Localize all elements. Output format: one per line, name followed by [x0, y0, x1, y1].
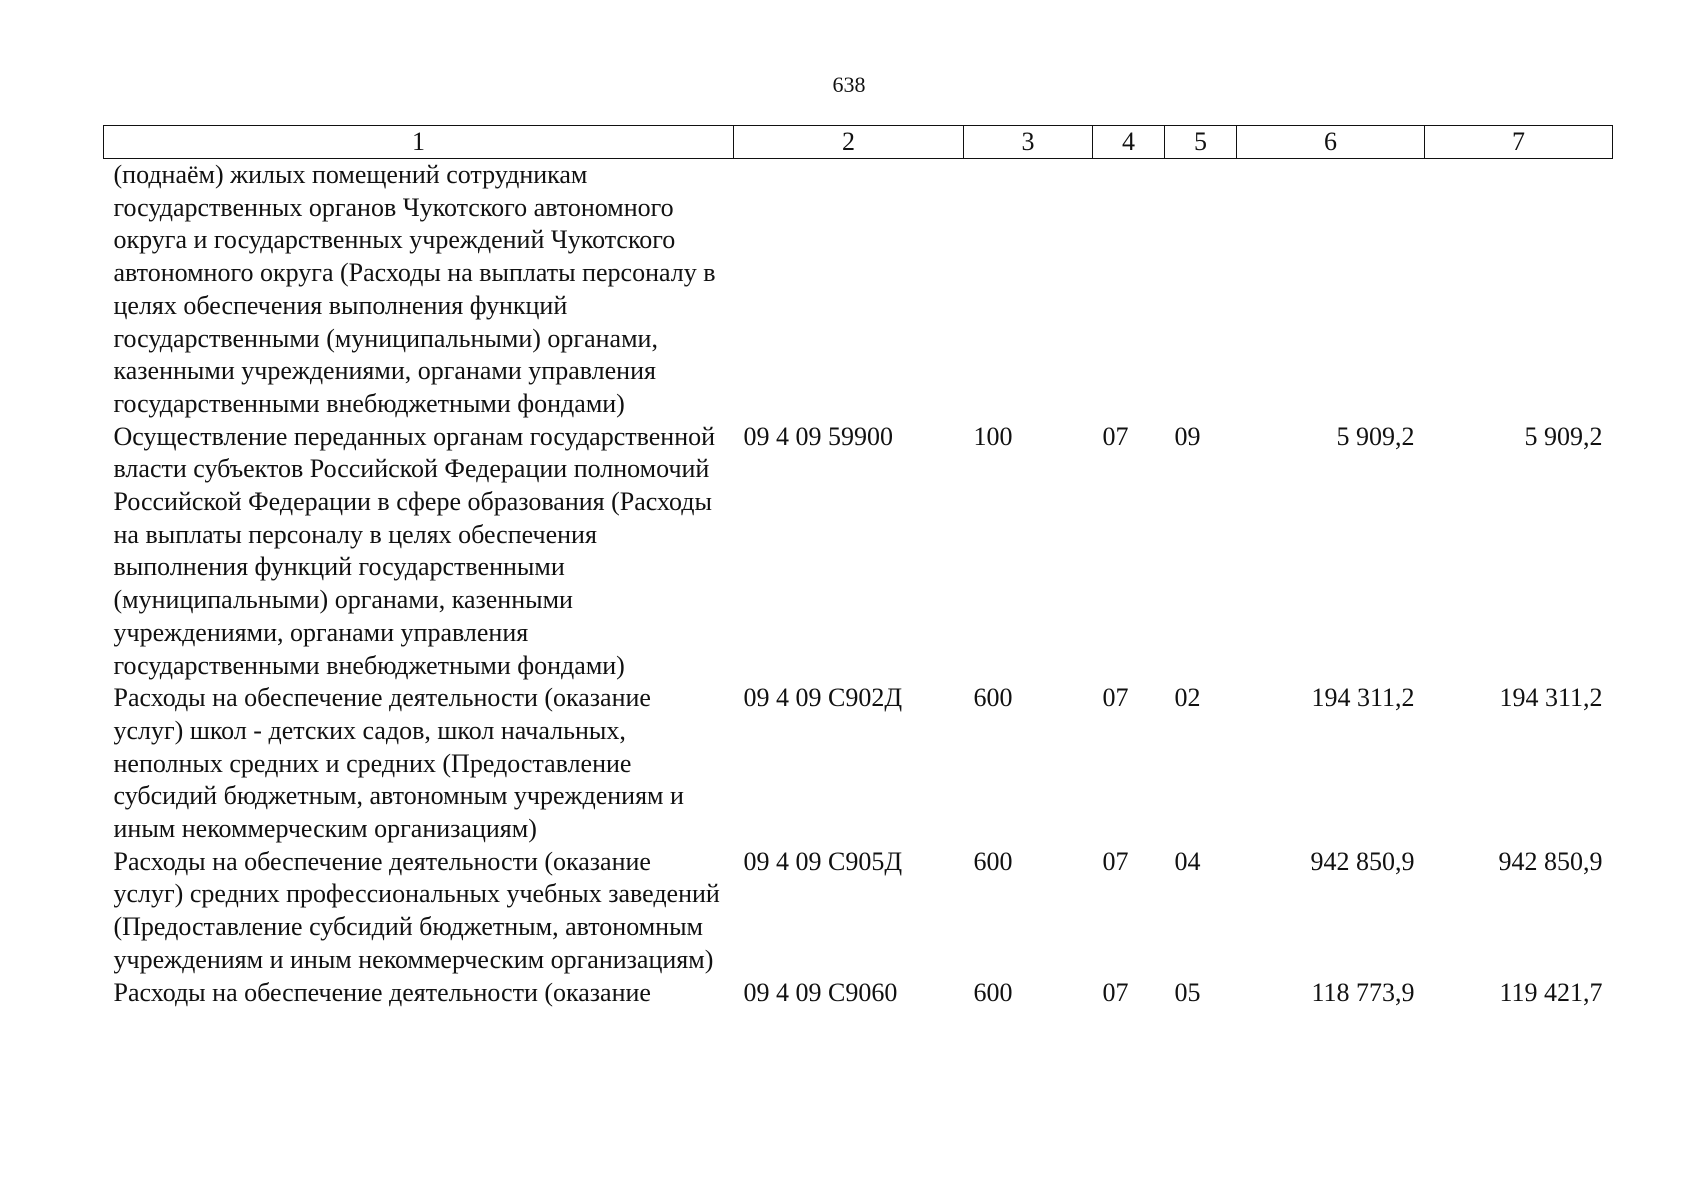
row-pr: 02 — [1174, 683, 1201, 713]
row-sum-2: 194 311,2 — [1499, 683, 1603, 713]
header-col-5: 5 — [1165, 126, 1237, 159]
row-name: Расходы на обеспечение деятельности (оказание — [113, 977, 651, 1007]
row-sum-1: 942 850,9 — [1310, 846, 1415, 876]
row-code — [734, 159, 964, 421]
row-sum-1: 5 909,2 — [1336, 421, 1415, 451]
table-row — [104, 159, 1613, 421]
row-kvr — [964, 159, 1093, 421]
header-col-7: 7 — [1425, 126, 1613, 159]
row-sum-1: 118 773,9 — [1311, 977, 1415, 1007]
row-name: Расходы на обеспечение деятельности (оказание услуг) школ - детских садов, школ начальных, неполных средних и средних (Предоставление субсидий бюджетным, автономным учреждениям и иным некоммерческим организациям) — [113, 683, 684, 844]
row-name: (поднаём) жилых помещений сотрудникам государственных органов Чукотского автономного округа и государственных учреждений Чукотского автономного округа (Расходы на выплаты персоналу в целях обеспечения выполнения функций государственными (муниципальными) органами, казенными учреждениями, органами управления государственными внебюджетными фондами) — [113, 160, 716, 418]
row-code: 09 4 09 С9060 — [743, 977, 898, 1007]
row-name: Осуществление переданных органам государственной власти субъектов Российской Федерации полномочий Российской Федерации в сфере образования (Расходы на выплаты персоналу в целях обеспечения выполнения функций государственными (муниципальными) органами, казенными учреждениями, органами управления государственными внебюджетными фондами) — [113, 421, 716, 680]
row-sum-2: 942 850,9 — [1498, 846, 1603, 876]
row-pr — [1165, 159, 1237, 421]
row-kvr: 600 — [973, 846, 1013, 876]
row-kvr: 100 — [973, 421, 1013, 451]
row-sum-2: 5 909,2 — [1524, 421, 1603, 451]
row-rz: 07 — [1102, 421, 1129, 451]
row-sum-2: 119 421,7 — [1499, 977, 1603, 1007]
budget-table — [103, 125, 1613, 1009]
row-kvr: 600 — [973, 683, 1013, 713]
header-col-4: 4 — [1093, 126, 1165, 159]
row-kvr: 600 — [973, 977, 1013, 1007]
table-row — [104, 682, 1613, 846]
header-col-1: 1 — [104, 126, 734, 159]
table-row — [104, 421, 1613, 683]
row-rz: 07 — [1102, 683, 1129, 713]
table-body — [104, 159, 1613, 1010]
row-rz — [1093, 159, 1165, 421]
row-pr: 09 — [1174, 421, 1201, 451]
row-sum-1: 194 311,2 — [1311, 683, 1415, 713]
table-header — [104, 126, 1613, 159]
row-name: Расходы на обеспечение деятельности (оказание услуг) средних профессиональных учебных заведений (Предоставление субсидий бюджетным, автономным учреждениям и иным некоммерческим организациям) — [113, 846, 720, 974]
row-sum-2 — [1425, 159, 1613, 421]
table-row — [104, 977, 1613, 1010]
header-col-2: 2 — [734, 126, 964, 159]
row-code: 09 4 09 С902Д — [743, 683, 903, 713]
row-pr: 04 — [1174, 846, 1201, 876]
row-rz: 07 — [1102, 977, 1129, 1007]
table-row — [104, 846, 1613, 977]
row-code: 09 4 09 С905Д — [743, 846, 903, 876]
header-row — [104, 126, 1613, 159]
header-col-6: 6 — [1237, 126, 1425, 159]
row-pr: 05 — [1174, 977, 1201, 1007]
header-col-3: 3 — [964, 126, 1093, 159]
row-sum-1 — [1237, 159, 1425, 421]
row-code: 09 4 09 59900 — [743, 421, 893, 451]
page-number: 638 — [832, 72, 866, 97]
row-rz: 07 — [1102, 846, 1129, 876]
